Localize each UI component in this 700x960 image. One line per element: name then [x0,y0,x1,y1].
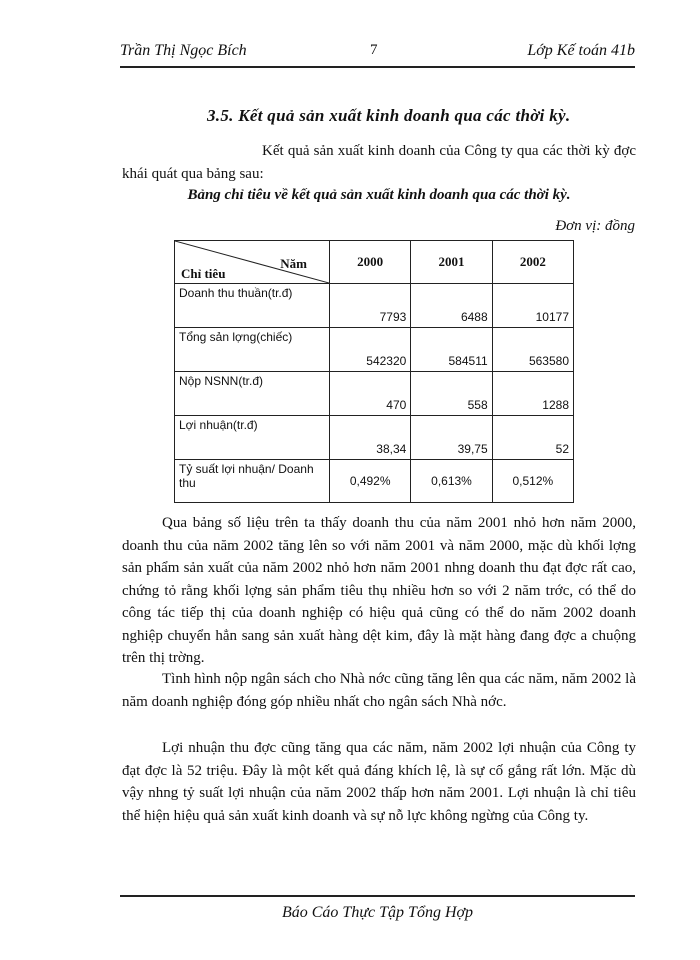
table-row [175,328,574,372]
footer-divider [120,895,635,897]
row-label: Tỷ suất lợi nhuận/ Doanh thu [175,460,330,503]
header-author: Trần Thị Ngọc Bích [120,42,247,59]
section-title: 3.5. Kết quả sản xuất kinh doanh qua các thời kỳ. [207,106,571,125]
row-label: Nộp NSNN(tr.đ) [175,372,330,416]
page-number: 7 [370,42,378,58]
table-caption: Bảng chỉ tiêu về kết quả sản xuất kinh doanh qua các thời kỳ. [187,187,571,203]
year-header-2002: 2002 [492,241,573,284]
table-cell: 10177 [492,284,573,328]
table-cell: 542320 [330,328,411,372]
table-cell: 38,34 [330,416,411,460]
table-row [175,416,574,460]
table-cell: 7793 [330,284,411,328]
table-cell: 1288 [492,372,573,416]
table-cell: 584511 [411,328,492,372]
body-paragraph-2: Tình hình nộp ngân sách cho Nhà nớc cũng tăng lên qua các năm, năm 2002 là năm doanh nghiệp đóng góp nhiều nhất cho ngân sách Nhà nớc. [122,671,636,710]
row-label: Tổng sản lợng(chiếc) [175,328,330,372]
table-cell: 52 [492,416,573,460]
corner-year-label: Năm [280,256,307,271]
table-corner-cell [175,241,330,284]
table-cell: 39,75 [411,416,492,460]
table-row [175,284,574,328]
body-paragraph-1: Qua bảng số liệu trên ta thấy doanh thu của năm 2001 nhỏ hơn năm 2000, doanh thu của năm 2002 tăng lên so với năm 2001 và năm 2000, mặc dù khối lợng sản phẩm sản xuất của năm 2002 nhỏ hơn năm 2001 nhng doanh thu đạt đợc rất cao, chứng tỏ rằng khối lợng sản phẩm tiêu thụ nhiều hơn so với 2 năm trớc, có thể do công tác tiếp thị của doanh nghiệp có hiệu quả cũng có thể do năm 2002 doanh nghiệp chuyển hẳn sang sản xuất hàng dệt kim, đây là mặt hàng đang đợc a chuộng trên thị trờng. [122,515,636,666]
table-unit: Đơn vị: đồng [555,218,635,234]
table-row [175,460,574,503]
table-cell: 558 [411,372,492,416]
body-paragraph-3: Lợi nhuận thu đợc cũng tăng qua các năm, năm 2002 lợi nhuận của Công ty đạt đợc là 52 triệu. Đây là một kết quả đáng khích lệ, là sự cố gắng rất lớn. Mặc dù vậy nhng tỷ suất lợi nhuận của năm 2002 thấp hơn năm 2001. Lợi nhuận là chỉ tiêu thể hiện hiệu quả sản xuất kinh doanh và sự nỗ lực không ngừng của Công ty. [122,740,636,824]
table-cell: 563580 [492,328,573,372]
table-row [175,372,574,416]
row-label: Doanh thu thuần(tr.đ) [175,284,330,328]
table-cell: 6488 [411,284,492,328]
table-cell: 0,613% [411,460,492,503]
page-header [120,40,635,68]
corner-indicator-label: Chỉ tiêu [181,266,226,281]
year-header-2000: 2000 [330,241,411,284]
intro-paragraph: Kết quả sản xuất kinh doanh của Công ty qua các thời kỳ đợc khái quát qua bảng sau: [122,143,636,182]
year-header-2001: 2001 [411,241,492,284]
results-table [174,240,574,503]
table-cell: 470 [330,372,411,416]
row-label: Lợi nhuận(tr.đ) [175,416,330,460]
header-class: Lớp Kế toán 41b [527,42,635,59]
page-footer: Báo Cáo Thực Tập Tổng Hợp [281,904,474,921]
table-cell: 0,492% [330,460,411,503]
table-cell: 0,512% [492,460,573,503]
